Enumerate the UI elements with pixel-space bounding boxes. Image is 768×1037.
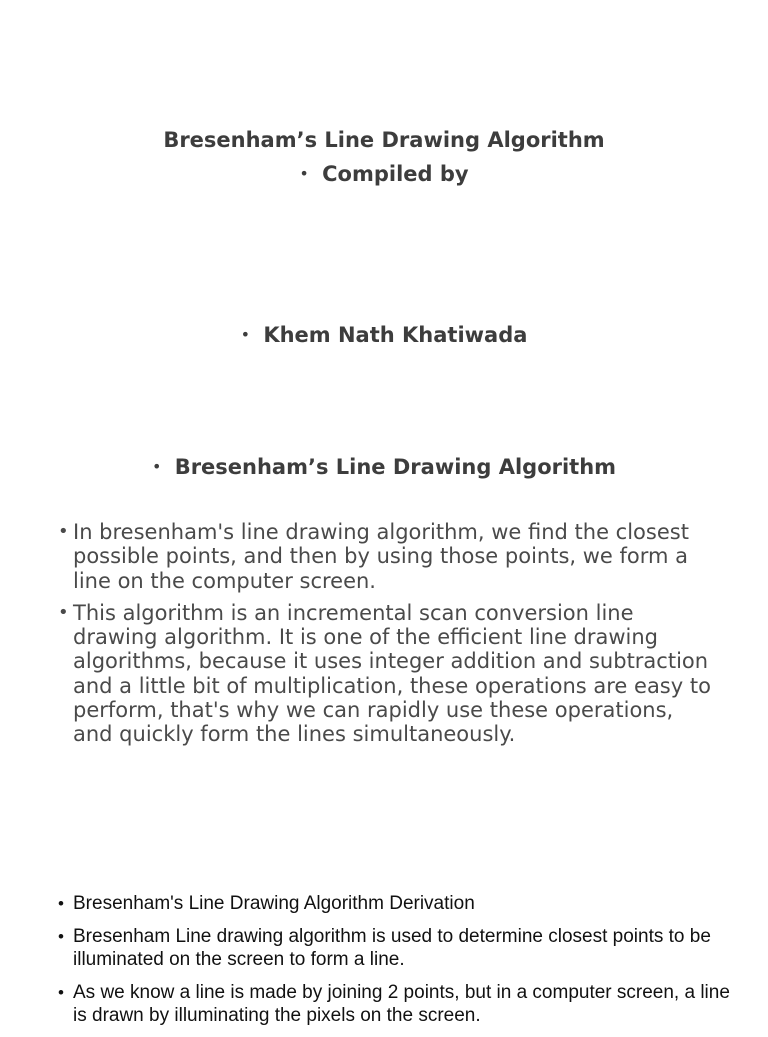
section-heading: • Bresenham’s Line Drawing Algorithm: [0, 450, 768, 484]
author-name: • Khem Nath Khatiwada: [0, 318, 768, 352]
intro-bullet-list: [58, 520, 718, 755]
list-item: • As we know a line is made by joining 2 points, but in a computer screen, a line is drawn by illuminating the pixels on the screen.: [58, 982, 730, 1026]
list-item: • In bresenham's line drawing algorithm, we find the closest possible points, and then by using those points, we form a line on the computer screen.: [58, 520, 689, 593]
list-item: • Bresenham's Line Drawing Algorithm Derivation: [58, 893, 475, 914]
bullet-icon: •: [58, 927, 64, 946]
bullet-icon: •: [58, 983, 64, 1002]
bullet-icon: •: [58, 601, 69, 623]
derivation-bullet-list: [58, 892, 748, 1037]
document-title: Bresenham’s Line Drawing Algorithm: [163, 128, 605, 152]
compiled-by-line: • Compiled by: [0, 157, 768, 191]
bullet-icon: •: [58, 521, 69, 542]
list-item: • Bresenham Line drawing algorithm is used to determine closest points to be illuminated on the screen to form a line.: [58, 926, 711, 970]
list-item: • This algorithm is an incremental scan conversion line drawing algorithm. It is one of the efficient line drawing algorithms, because it uses integer addition and subtraction and a little bit of multiplication, these operations are easy to perform, that's why we can rapidly use these operations, and quickly form the lines simultaneously.: [58, 600, 711, 747]
bullet-icon: •: [58, 894, 64, 913]
